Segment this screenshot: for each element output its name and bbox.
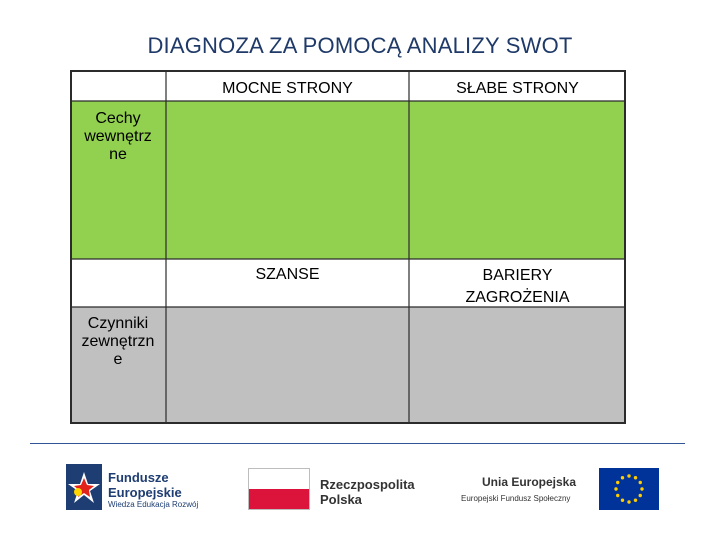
poland-line-2: Polska	[320, 492, 362, 507]
eu-star-icon	[634, 476, 637, 479]
threats-cell	[409, 307, 626, 424]
fundusze-subtitle: Wiedza Edukacja Rozwój	[108, 500, 199, 509]
weaknesses-cell	[409, 101, 626, 259]
opportunities-header: SZANSE	[255, 266, 320, 283]
eu-star-icon	[639, 494, 642, 497]
eu-star-icon	[627, 474, 630, 477]
external-row-label-line-1: Czynniki	[87, 315, 149, 332]
eu-star-icon	[614, 487, 617, 490]
opportunities-cell	[166, 307, 409, 424]
eu-logo-title: Unia Europejska	[482, 475, 577, 489]
eu-star-icon	[634, 499, 637, 502]
eu-star-icon	[640, 487, 643, 490]
eu-star-icon	[621, 499, 624, 502]
external-row-label-line-3: e	[113, 351, 123, 368]
eu-star-icon	[616, 494, 619, 497]
eu-star-icon	[639, 481, 642, 484]
poland-line-1: Rzeczpospolita	[320, 477, 415, 492]
eu-star-icon	[616, 481, 619, 484]
threats-header-line-1: BARIERY	[482, 267, 553, 284]
fundusze-logo-text	[108, 470, 182, 500]
internal-row-label	[70, 110, 166, 164]
internal-row-label-line-2: wewnętrz	[84, 128, 152, 145]
threats-header	[409, 265, 626, 309]
internal-row-label-line-3: ne	[109, 146, 127, 163]
strengths-cell	[166, 101, 409, 259]
corner-cell-bottom	[70, 259, 166, 307]
eu-funds-star-icon	[64, 462, 104, 512]
internal-row-label-line-1: Cechy	[95, 110, 141, 127]
corner-cell-top	[70, 70, 166, 101]
polish-flag-icon	[248, 468, 310, 510]
page-title: DIAGNOZA ZA POMOCĄ ANALIZY SWOT	[147, 33, 573, 58]
strengths-header: MOCNE STRONY	[222, 80, 353, 97]
threats-header-line-2: ZAGROŻENIA	[465, 289, 570, 306]
eu-flag-icon	[599, 468, 659, 510]
fundusze-line-2: Europejskie	[108, 485, 182, 500]
footer-divider	[30, 443, 685, 444]
eu-logo-subtitle: Europejski Fundusz Społeczny	[461, 494, 571, 503]
poland-logo-text	[320, 477, 415, 507]
eu-star-icon	[627, 500, 630, 503]
fundusze-line-1: Fundusze	[108, 470, 169, 485]
external-row-label-line-2: zewnętrzn	[81, 333, 155, 350]
eu-star-icon	[621, 476, 624, 479]
weaknesses-header: SŁABE STRONY	[456, 80, 579, 97]
external-row-label	[70, 315, 166, 369]
